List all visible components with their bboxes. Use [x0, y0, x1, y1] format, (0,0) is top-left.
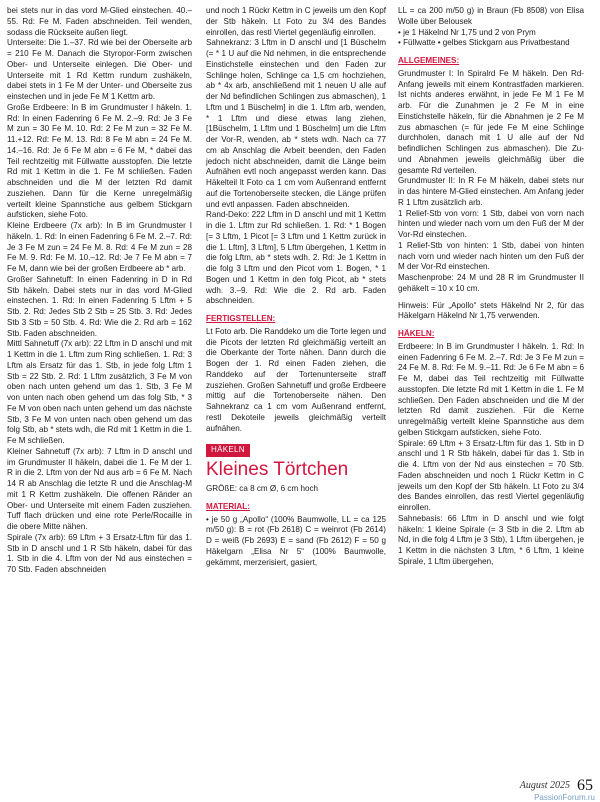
section-heading-crochet: HÄKELN: — [398, 329, 435, 338]
page-number: 65 — [577, 777, 593, 794]
paragraph: Sahnekranz: 3 Lftm in D anschl und [1 Büschelm (= * 1 U auf die Nd nehmen, in die entsprechende Einstichstelle einstechen und den Faden zur Schlinge holen, Schlinge ca 1,5 cm hochziehen, ab * 4x arb, anschließend mit 1 neuen U alle auf der Nd befindlichen Schlingen zus abmaschen), 1 Lftm und 1 Büschelm] in die 1. Lftm arb, wenden, * 1 Lftm und diese etwas lang ziehen, [1Büschelm, 1 Lftm und 1 Büschelm] um die Lftm der Vor-R, wenden, ab * stets wdh. Nach ca 77 cm ab Anschlag die Arbeit beenden, den Faden jedoch nicht abschneiden, damit die Länge beim Aufnähen evtl noch angepasst werden kann. Das Häkelteil lt Foto ca 1 cm vom Außenrand entfernt auf die Tortenoberseite stecken, die Länge prüfen und evtl anpassen. Faden abschneiden. — [206, 38, 386, 209]
paragraph: Kleiner Sahnetuff (7x arb): 7 Lftm in D anschl und im Grundmuster II häkeln, dabei die 1. Fe M der 1. R in die 2. Lftm von der Nd aus arb = 6 Fe M. Nach 14 R ab Anschlag die letzte R und die Anschlag-M mit 1 R Kettm zushäkeln. Die offenen Ränder an Ober- und Unterseite mit einem Faden zusziehen. Tuff flach drücken und eine rote Perle/Rocaille in die obere Mitte nähen. — [7, 446, 192, 531]
column-left — [7, 6, 192, 576]
paragraph: Hinweis: Für „Apollo“ stets Häkelnd Nr 2, für das Häkelgarn Häkelnd Nr 1,75 verwenden. — [398, 300, 584, 321]
paragraph: Grundmuster II: In R Fe M häkeln, dabei stets nur in das hintere M-Glied einstechen. Am Anfang jeder R 1 Lftm zusätzlich arb. — [398, 176, 584, 207]
paragraph: Erdbeere: In B im Grundmuster I häkeln. 1. Rd: In einen Fadenring 6 Fe M. 2.–7. Rd: Je 3 Fe M zun = 24 Fe M. 8. Rd: Fe M. 9.–11. Rd: Je 6 Fe M abn = 6 Fe M, dabei das Teil rechtzeitig mit Füllwatte ausstopfen. Die letzte Rd mit 1 Kettm in die 1. Fe M schließen. Den Faden abschneiden und die M der letzten Rd damit zusziehen. Für die Kerne unregelmäßig verteilt kleine Spannstiche aus dem gelben Stickgarn aufsticken, siehe Foto. — [398, 341, 584, 437]
paragraph: Große Erdbeere: In B im Grundmuster I häkeln. 1. Rd: In einen Fadenring 6 Fe M. 2.–9. Rd: Je 3 Fe M zun = 30 Fe M. 10. Rd: 2 Fe M zun = 32 Fe M. 11.+12. Rd: Fe M. 13. Rd: 8 Fe M abn = 24 Fe M. 14.–16. Rd: Je 6 Fe M abn = 6 Fe M, * dabei das Teil rechtzeitig mit Füllwatte ausstopfen. Die letzte Rd mit 1 Kettm in die 1. Fe M schließen. Faden abschneiden und die M der letzten Rd damit zusziehen. Dann für die Kerne unregelmäßig verteilt kleine Spannstiche aus gelbem Stickgarn aufsticken, siehe Foto. — [7, 102, 192, 220]
paragraph: Rand-Deko: 222 Lftm in D anschl und mit 1 Kettm in die 1. Lftm zur Rd schließen. 1. Rd: * 1 Bogen [= 3 Lftm, 1 Picot [= 3 Lftm und 1 Kettm zurück in die 1. Lftm], 3 Lftm], 5 Lftm übergehen, 1 Kettm in die folg Lftm, ab * stets wdh. 2. Rd: Je 1 Kettm in die folg 3 Lftm und den Picot vom 1. Bogen, * 1 Bogen und 1 Kettm in den folg Picot, ab * stets wdh. 3.–9. Rd: Wie die 2. Rd arb. Faden abschneiden. — [206, 210, 386, 306]
section-heading-material: MATERIAL: — [206, 501, 250, 511]
column-middle — [206, 6, 386, 568]
watermark: PassionForum.ru — [534, 793, 595, 802]
article-title: Kleines Törtchen — [206, 459, 349, 480]
paragraph: Spirale (7x arb): 69 Lftm + 3 Ersatz-Lftm für das 1. Stb in D anschl und 1 R Stb häkeln, dabei für das 1. Stb in die 4. Lftm von der Nd aus einstechen = 70 Stb. Faden abschneiden — [7, 532, 192, 574]
paragraph: • Füllwatte • gelbes Stickgarn aus Privatbestand — [398, 38, 570, 48]
paragraph: Grundmuster I: In Spiralrd Fe M häkeln. Den Rd-Anfang jeweils mit einem Kontrastfaden markieren. Ist nichts anderes erwähnt, in jede Fe M 1 Fe M arb. Für die Zunahmen je 2 Fe M in eine Einstichstelle häkeln, für die Abnahmen je 2 Fe M zus abmaschen (= für jede Fe M eine Schlinge durchholen, danach mit 1 U alle auf der Nd befindlichen Schlingen zus abmaschen). Die Zu- und Abnahmen jeweils gleichmäßig über die gesamte Rd verteilen. — [398, 68, 584, 175]
size-line: GRÖßE: ca 8 cm Ø, 6 cm hoch — [206, 484, 318, 493]
section-heading-finishing: FERTIGSTELLEN: — [206, 314, 276, 323]
paragraph: bei stets nur in das vord M-Glied einstechen. 40.–55. Rd: Fe M. Faden abschneiden. Teil wenden, sodass die Rückseite außen liegt. — [7, 6, 192, 37]
paragraph: Mittl Sahnetuff (7x arb): 22 Lftm in D anschl und mit 1 Kettm in die 1. Lftm zum Ring schließen. 1. Rd: 3 Lftm als Ersatz für das 1. Stb, in jede folg Lftm 1 Stb = 22 Stb. 2. Rd: 1 Lftm zusätzlich, 3 Fe M von oben nach unten gehend um das 1. Stb, 3 Fe M von unten nach oben gehend um das folg Stb, * 3 Fe M von oben nach unten gehend um das nächste Stb, 3 Fe M von unten nach oben gehend um das folg Stb, ab * stets wdh, die Rd mit 1 Kettm in die 1. Fe M schließen. — [7, 339, 192, 445]
paragraph: und noch 1 Rückr Kettm in C jeweils um den Kopf der Stb häkeln. Lt Foto zu 3/4 des Bandes einrollen, das restl Viertel gegenläufig einrollen. — [206, 6, 386, 37]
section-heading-general: ALLGEMEINES: — [398, 56, 460, 65]
paragraph: Großer Sahnetuff: In einen Fadenring in D in Rd Stb häkeln. Dabei stets nur in das vord M-Glied einstechen. 1. Rd: In einen Fadenring 5 Lftm + 5 Stb. 2. Rd: Jedes Stb 2 Stb = 25 Stb. 3. Rd: Jedes Stb 3 Stb = 50 Stb. 4. Rd: Wie die 2. Rd arb = 162 Stb. Faden abschneiden. — [7, 274, 192, 338]
paragraph: • je 1 Häkelnd Nr 1,75 und 2 von Prym — [398, 27, 536, 37]
magazine-issue: August 2025 — [519, 780, 570, 791]
paragraph: Lt Foto arb. Die Randdeko um die Torte legen und die Picots der letzten Rd gleichmäßig verteilt an die Oberkante der Torte nähen. Dann durch die Bogen der 1. Rd einen Faden ziehen, die Randdeko auf der Tortenunterseite straff zusziehen. Großen Sahnetuff und große Erdbeere mittig auf die Tortenoberseite nähen. Den Sahnekranz ca 1 cm vom Außenrand entfernt, restl Dekoteile jeweils gleichmäßig verteilt aufnähen. — [206, 326, 386, 433]
paragraph: Maschenprobe: 24 M und 28 R im Grundmuster II gehäkelt = 10 x 10 cm. — [398, 273, 584, 293]
category-tab: HÄKELN — [206, 444, 250, 457]
paragraph: 1 Relief-Stb von hinten: 1 Stb, dabei von hinten nach vorn und wieder nach hinten um den Fuß der M der Vor-Rd einstechen. — [398, 240, 584, 272]
paragraph: Kleine Erdbeere (7x arb): In B im Grundmuster I häkeln. 1. Rd: In einen Fadenring 6 Fe M. 2.–7. Rd: Je 3 Fe M zun = 24 Fe M. 8. Rd: 4 Fe M zun = 28 Fe M. 9. Rd: Fe M. 10.–12. Rd: Je 7 Fe M abn = 7 Fe M, dann wie bei der großen Erdbeere ab * arb. — [7, 221, 192, 273]
paragraph: Unterseite: Die 1.–37. Rd wie bei der Oberseite arb = 210 Fe M. Danach die Styropor-Form zwischen Ober- und Unterseite einlegen. Die Ober- und Unterseite mit 1 Rd Kettm rundum zushäkeln, dabei stets in 1 Fe M der Unter- und Oberseite zus einstechen und in jede Fe M 1 Kettm arb. — [7, 38, 192, 101]
paragraph: 1 Relief-Stb von vorn: 1 Stb, dabei von vorn nach hinten und wieder nach vorn um den Fuß der M der Vor-Rd einstechen. — [398, 208, 584, 239]
paragraph: Sahnebasis: 66 Lftm in D anschl und wie folgt häkeln: 1 kleine Spirale (= 3 Stb in die 2. Lftm ab Nd, in die folg 4 Lftm je 3 Stb), 1 Lftm übergehen, je 1 Kettm in die nächsten 3 Lftm, * 6 Lftm, 1 kleine Spirale, 1 Lftm übergehen, — [398, 513, 584, 566]
column-right — [398, 6, 584, 568]
paragraph: Spirale: 69 Lftm + 3 Ersatz-Lftm für das 1. Stb in D anschl und 1 R Stb häkeln, dabei für das 1. Stb in die 4. Lftm von der Nd aus einstechen = 70 Stb. Faden abschneiden und noch 1 Rückr Kettm in C jeweils um den Kopf der Stb häkeln. Lt Foto zu 3/4 des Bandes einrollen, das restl Viertel gegenläufig einrollen. — [398, 438, 584, 512]
paragraph: • je 50 g „Apollo“ (100% Baumwolle, LL = ca 125 m/50 g): B = rot (Fb 2618) C = weinrot (Fb 2614) D = weiß (Fb 2693) E = sand (Fb 2612) F = 50 g Häkelgarn „Elisa Nr 5“ (100% Baumwolle, gekämmt, merzerisiert, gasiert, — [206, 514, 386, 567]
paragraph: LL = ca 200 m/50 g) in Braun (Fb 8508) von Elisa Wolle über Belousek — [398, 6, 584, 26]
